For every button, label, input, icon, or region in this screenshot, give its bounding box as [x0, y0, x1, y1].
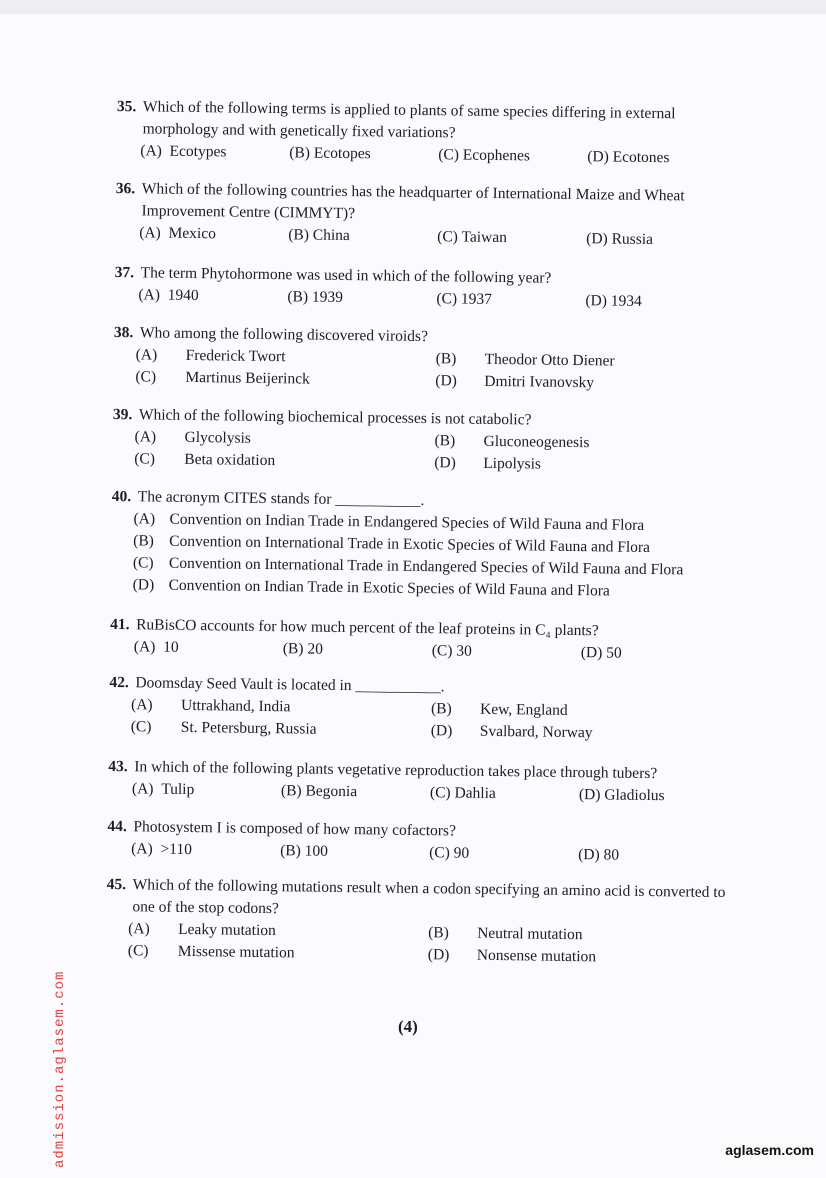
question-number: 37. [114, 263, 135, 282]
option-text: 1939 [311, 288, 344, 306]
option-label: (A) [139, 224, 161, 242]
option-c[interactable] [430, 782, 496, 805]
option-text: 1934 [610, 292, 642, 310]
option-c-label[interactable]: (C) [130, 718, 152, 736]
question-text: RuBisCO accounts for how much percent of the leaf proteins in C₄ plants? [136, 616, 599, 640]
option-text: Mexico [168, 224, 217, 243]
option-b[interactable] [289, 142, 371, 165]
option-text: 30 [456, 642, 472, 660]
option-b[interactable] [283, 638, 323, 661]
option-label: (B) [133, 532, 155, 550]
option-c-label[interactable]: (C) [127, 942, 149, 960]
option-c[interactable] [436, 288, 492, 311]
question-text: Which of the following biochemical processes is not catabolic? [138, 406, 532, 429]
option-b[interactable] [280, 840, 328, 863]
question-item [113, 322, 739, 396]
option-c[interactable] [438, 144, 530, 167]
option-text: Tulip [161, 780, 195, 799]
option-label: (A) [131, 840, 153, 858]
option-b-label[interactable]: (B) [434, 432, 456, 450]
option-label: (D) [578, 846, 600, 864]
question-item [111, 486, 737, 604]
option-d[interactable] [578, 844, 619, 867]
option-label: (B) [282, 640, 304, 658]
option-d[interactable] [579, 784, 665, 807]
option-label: (D) [578, 786, 601, 804]
question-item [108, 756, 734, 808]
option-label: (B) [288, 226, 310, 244]
option-label: (D) [586, 230, 608, 248]
option-a-label[interactable]: (A) [128, 920, 150, 938]
option-b-label[interactable]: (B) [435, 350, 457, 368]
option-label: (C) [436, 290, 458, 308]
option-text: 100 [304, 842, 329, 860]
option-c-text[interactable]: Missense mutation [177, 942, 295, 962]
option-d[interactable] [581, 642, 622, 665]
option-b-label[interactable]: (B) [430, 700, 452, 718]
question-item [110, 614, 736, 666]
option-text: Begonia [305, 782, 358, 801]
option-label: (A) [133, 510, 156, 528]
option-label: (C) [132, 554, 154, 572]
option-label: (A) [140, 142, 162, 160]
question-text: Doomsday Seed Vault is located in ___________. [135, 674, 445, 696]
option-d[interactable] [585, 290, 642, 313]
option-d[interactable] [586, 228, 653, 251]
option-b-text[interactable]: Theodor Otto Diener [484, 350, 615, 370]
option-a[interactable] [134, 636, 179, 659]
option-label: (B) [280, 842, 301, 860]
option-a[interactable] [138, 284, 199, 307]
question-item [114, 262, 740, 314]
option-a[interactable] [131, 838, 192, 861]
option-c[interactable] [429, 842, 469, 865]
option-label: (D) [587, 148, 609, 166]
page-number: (4) [398, 1017, 418, 1036]
question-text: In which of the following plants vegetative reproduction takes place through tubers? [134, 758, 658, 783]
option-c-text[interactable]: Beta oxidation [184, 450, 276, 470]
question-text: The term Phytohormone was used in which of the following year? [140, 264, 552, 287]
option-text: China [312, 226, 350, 245]
option-label: (C) [429, 784, 451, 802]
option-c-text[interactable]: Martinus Beijerinck [185, 368, 310, 388]
brand-link[interactable]: aglasem.com [725, 1142, 814, 1158]
option-text: Gladiolus [604, 786, 665, 805]
option-text: Convention on International Trade in Exotic Species of Wild Fauna and Flora [169, 532, 651, 557]
option-a-text[interactable]: Glycolysis [184, 428, 252, 447]
option-b[interactable] [287, 286, 343, 309]
option-text: Ecotypes [169, 142, 227, 161]
option-d-text[interactable]: Nonsense mutation [476, 946, 597, 966]
option-label: (A) [133, 638, 156, 656]
question-text: Photosystem I is composed of how many cofactors? [133, 818, 457, 840]
option-d-label[interactable]: (D) [427, 946, 450, 964]
question-item [112, 404, 738, 478]
option-d-text[interactable]: Lipolysis [483, 454, 542, 473]
question-number: 40. [111, 487, 132, 506]
option-text: 1940 [167, 286, 199, 305]
option-c-label[interactable]: (C) [134, 450, 156, 468]
option-text: Convention on International Trade in Endangered Species of Wild Fauna and Flora [168, 554, 684, 579]
option-label: (C) [438, 146, 460, 164]
option-b-text[interactable]: Gluconeogenesis [483, 432, 590, 452]
question-item [109, 672, 735, 746]
option-a[interactable] [139, 222, 216, 245]
option-a-text[interactable]: Leaky mutation [178, 920, 276, 940]
option-c[interactable] [432, 640, 472, 663]
option-a[interactable] [140, 140, 226, 163]
question-number: 42. [109, 673, 129, 692]
option-label: (A) [138, 286, 161, 304]
question-item [107, 816, 733, 868]
option-a-label[interactable]: (A) [135, 346, 158, 364]
question-item [115, 178, 741, 252]
option-label: (B) [287, 288, 309, 306]
question-number: 39. [112, 405, 133, 424]
option-b[interactable] [281, 780, 357, 803]
option-text: Ecotones [612, 148, 670, 167]
option-text: 20 [307, 640, 323, 658]
option-d-text[interactable]: Svalbard, Norway [479, 722, 593, 742]
option-text: 50 [606, 644, 622, 662]
option-d-text[interactable]: Dmitri Ivanovsky [484, 372, 595, 392]
option-c-text[interactable]: St. Petersburg, Russia [180, 718, 317, 738]
option-text: Dahlia [454, 784, 496, 803]
option-label: (B) [280, 782, 302, 800]
option-text: Taiwan [461, 228, 508, 247]
question-number: 44. [107, 817, 127, 836]
question-number: 36. [115, 179, 136, 198]
option-text: 10 [163, 638, 179, 656]
question-text: The acronym CITES stands for ___________. [137, 488, 425, 510]
option-label: (A) [131, 780, 154, 798]
option-label: (C) [429, 844, 450, 862]
option-d-label[interactable]: (D) [430, 722, 453, 740]
option-text: Convention on Indian Trade in Exotic Species of Wild Fauna and Flora [168, 576, 610, 600]
option-text: Russia [611, 230, 654, 249]
option-c-label[interactable]: (C) [135, 368, 157, 386]
question-text: Which of the following mutations result when a codon specifying an amino acid is converted to one of the stop codons? [132, 876, 726, 918]
option-c[interactable] [437, 226, 507, 249]
question-text: Which of the following countries has the headquarter of International Maize and Wheat Improvement Centre (CIMMYT)? [141, 180, 685, 223]
option-label: (D) [585, 292, 608, 310]
option-a-label[interactable]: (A) [134, 428, 157, 446]
option-label: (B) [289, 144, 311, 162]
question-item [106, 874, 732, 970]
option-a-label[interactable]: (A) [130, 696, 153, 714]
option-a-text[interactable]: Frederick Twort [185, 346, 286, 366]
option-a[interactable] [132, 778, 195, 801]
question-item [116, 96, 742, 170]
question-number: 41. [110, 615, 130, 634]
option-label: (D) [132, 576, 155, 594]
watermark: admission.aglasem.com [52, 970, 68, 1168]
option-a-text[interactable]: Uttrakhand, India [180, 696, 291, 716]
option-label: (C) [431, 642, 453, 660]
option-b-text[interactable]: Kew, England [479, 700, 568, 719]
option-d-label[interactable]: (D) [434, 454, 456, 472]
option-text: Ecotopes [313, 144, 371, 163]
question-number: 38. [113, 323, 134, 342]
option-label: (D) [580, 644, 603, 662]
option-b[interactable] [288, 224, 350, 247]
option-text: 80 [603, 846, 620, 864]
option-text: Convention on Indian Trade in Endangered Species of Wild Fauna and Flora [169, 510, 645, 534]
option-d[interactable] [587, 146, 670, 169]
question-text: Which of the following terms is applied to plants of same species differing in external morphology and with genetically fixed variations? [142, 98, 676, 142]
question-text: Who among the following discovered viroids? [139, 324, 429, 346]
option-text: Ecophenes [462, 146, 531, 165]
option-b-text[interactable]: Neutral mutation [477, 924, 583, 944]
option-text: >110 [160, 840, 193, 859]
option-text: 90 [453, 844, 470, 862]
question-number: 35. [116, 98, 137, 116]
option-d-label[interactable]: (D) [435, 372, 457, 390]
question-number: 43. [108, 757, 128, 776]
question-number: 45. [106, 875, 127, 894]
option-label: (C) [437, 228, 459, 246]
option-text: 1937 [460, 290, 493, 308]
option-b-label[interactable]: (B) [428, 924, 449, 942]
